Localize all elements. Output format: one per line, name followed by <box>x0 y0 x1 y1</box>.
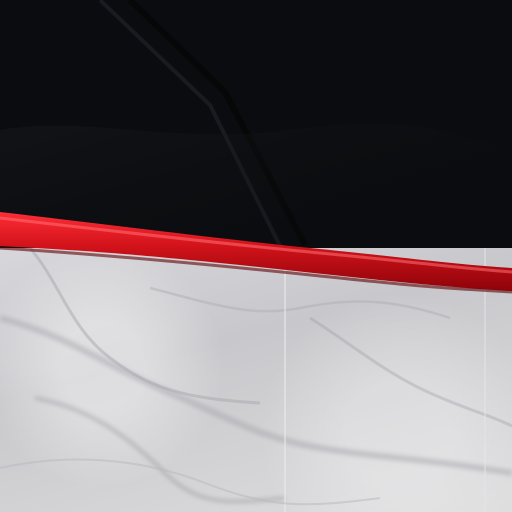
marble-veins <box>0 248 512 512</box>
marble-surface <box>0 248 512 512</box>
